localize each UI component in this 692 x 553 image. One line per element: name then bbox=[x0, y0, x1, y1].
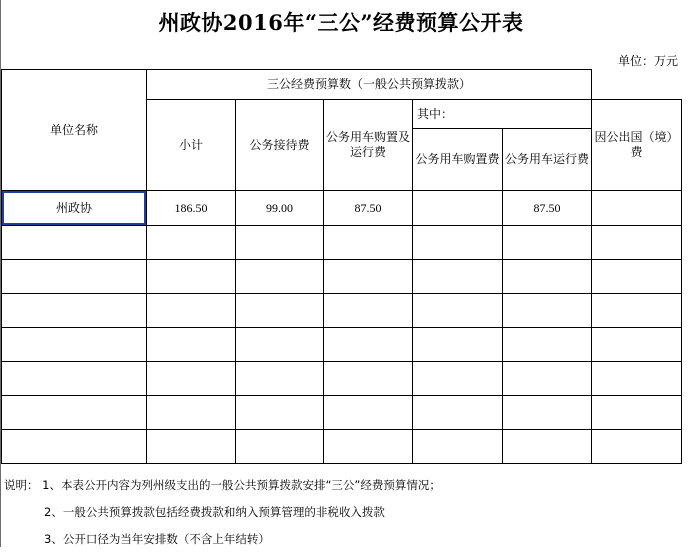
cell-vehicle-total[interactable] bbox=[324, 396, 413, 430]
cell-subtotal[interactable] bbox=[147, 430, 236, 464]
header-group-tail[interactable] bbox=[592, 70, 682, 100]
cell-vehicle-total[interactable]: 87.50 bbox=[324, 191, 413, 226]
table-row bbox=[2, 328, 682, 362]
table-row bbox=[2, 396, 682, 430]
table-row bbox=[2, 294, 682, 328]
cell-vehicle-purchase[interactable] bbox=[413, 328, 503, 362]
cell-reception[interactable] bbox=[236, 328, 324, 362]
header-reception[interactable]: 公务接待费 bbox=[236, 100, 324, 191]
table-row bbox=[2, 191, 682, 226]
cell-unit[interactable] bbox=[2, 294, 147, 328]
header-subtotal[interactable]: 小计 bbox=[147, 100, 236, 191]
cell-subtotal[interactable] bbox=[147, 362, 236, 396]
cell-reception[interactable] bbox=[236, 362, 324, 396]
cell-abroad[interactable] bbox=[592, 191, 682, 226]
cell-subtotal[interactable] bbox=[147, 396, 236, 430]
cell-subtotal[interactable] bbox=[147, 226, 236, 260]
cell-abroad[interactable] bbox=[592, 328, 682, 362]
cell-vehicle-purchase[interactable] bbox=[413, 260, 503, 294]
cell-vehicle-purchase[interactable] bbox=[413, 294, 503, 328]
unit-label: 单位：万元 bbox=[617, 54, 678, 68]
cell-abroad[interactable] bbox=[592, 294, 682, 328]
cell-subtotal[interactable] bbox=[147, 294, 236, 328]
notes-section bbox=[4, 472, 441, 553]
cell-unit[interactable]: 州政协 bbox=[2, 191, 147, 226]
cell-vehicle-purchase[interactable] bbox=[413, 362, 503, 396]
cell-abroad[interactable] bbox=[592, 260, 682, 294]
cell-unit[interactable] bbox=[2, 226, 147, 260]
cell-vehicle-total[interactable] bbox=[324, 430, 413, 464]
note-2: 2、一般公共预算拨款包括经费拨款和纳入预算管理的非税收入拨款 bbox=[44, 505, 385, 519]
cell-vehicle-running[interactable]: 87.50 bbox=[503, 191, 592, 226]
cell-subtotal[interactable] bbox=[147, 328, 236, 362]
cell-vehicle-running[interactable] bbox=[503, 260, 592, 294]
cell-unit[interactable] bbox=[2, 430, 147, 464]
cell-vehicle-total[interactable] bbox=[324, 328, 413, 362]
header-unit-name[interactable]: 单位名称 bbox=[2, 70, 147, 191]
header-vehicle-total[interactable]: 公务用车购置及运行费 bbox=[324, 100, 413, 191]
header-vehicle-running[interactable]: 公务用车运行费 bbox=[503, 129, 592, 191]
cell-vehicle-running[interactable] bbox=[503, 430, 592, 464]
header-vehicle-purchase[interactable]: 公务用车购置费 bbox=[413, 129, 503, 191]
cell-vehicle-purchase[interactable] bbox=[413, 396, 503, 430]
cell-vehicle-running[interactable] bbox=[503, 226, 592, 260]
cell-vehicle-running[interactable] bbox=[503, 328, 592, 362]
cell-vehicle-purchase[interactable] bbox=[413, 226, 503, 260]
cell-subtotal[interactable] bbox=[147, 260, 236, 294]
cell-reception[interactable]: 99.00 bbox=[236, 191, 324, 226]
cell-subtotal[interactable]: 186.50 bbox=[147, 191, 236, 226]
cell-reception[interactable] bbox=[236, 294, 324, 328]
cell-vehicle-total[interactable] bbox=[324, 226, 413, 260]
budget-table bbox=[1, 69, 682, 464]
page-title: 州政协2016年“三公”经费预算公开表 bbox=[158, 10, 524, 35]
table-row bbox=[2, 226, 682, 260]
table-row bbox=[2, 260, 682, 294]
cell-abroad[interactable] bbox=[592, 362, 682, 396]
header-of-which[interactable]: 其中： bbox=[413, 100, 592, 129]
cell-abroad[interactable] bbox=[592, 396, 682, 430]
cell-vehicle-running[interactable] bbox=[503, 396, 592, 430]
cell-reception[interactable] bbox=[236, 396, 324, 430]
note-1: 说明： 1、本表公开内容为列州级支出的一般公共预算拨款安排“三公”经费预算情况； bbox=[4, 478, 441, 492]
table-row bbox=[2, 430, 682, 464]
cell-vehicle-purchase[interactable] bbox=[413, 430, 503, 464]
note-3: 3、公开口径为当年安排数（不含上年结转） bbox=[44, 532, 270, 546]
cell-vehicle-running[interactable] bbox=[503, 294, 592, 328]
cell-reception[interactable] bbox=[236, 260, 324, 294]
table-row bbox=[2, 362, 682, 396]
cell-unit[interactable] bbox=[2, 328, 147, 362]
cell-unit[interactable] bbox=[2, 362, 147, 396]
cell-abroad[interactable] bbox=[592, 430, 682, 464]
header-group[interactable]: 三公经费预算数（一般公共预算拨款） bbox=[147, 70, 592, 100]
cell-reception[interactable] bbox=[236, 430, 324, 464]
cell-reception[interactable] bbox=[236, 226, 324, 260]
header-abroad[interactable]: 因公出国（境）费 bbox=[592, 100, 682, 191]
cell-unit[interactable] bbox=[2, 260, 147, 294]
cell-vehicle-running[interactable] bbox=[503, 362, 592, 396]
cell-vehicle-total[interactable] bbox=[324, 260, 413, 294]
cell-vehicle-purchase[interactable] bbox=[413, 191, 503, 226]
cell-vehicle-total[interactable] bbox=[324, 294, 413, 328]
cell-unit[interactable] bbox=[2, 396, 147, 430]
cell-vehicle-total[interactable] bbox=[324, 362, 413, 396]
cell-abroad[interactable] bbox=[592, 226, 682, 260]
